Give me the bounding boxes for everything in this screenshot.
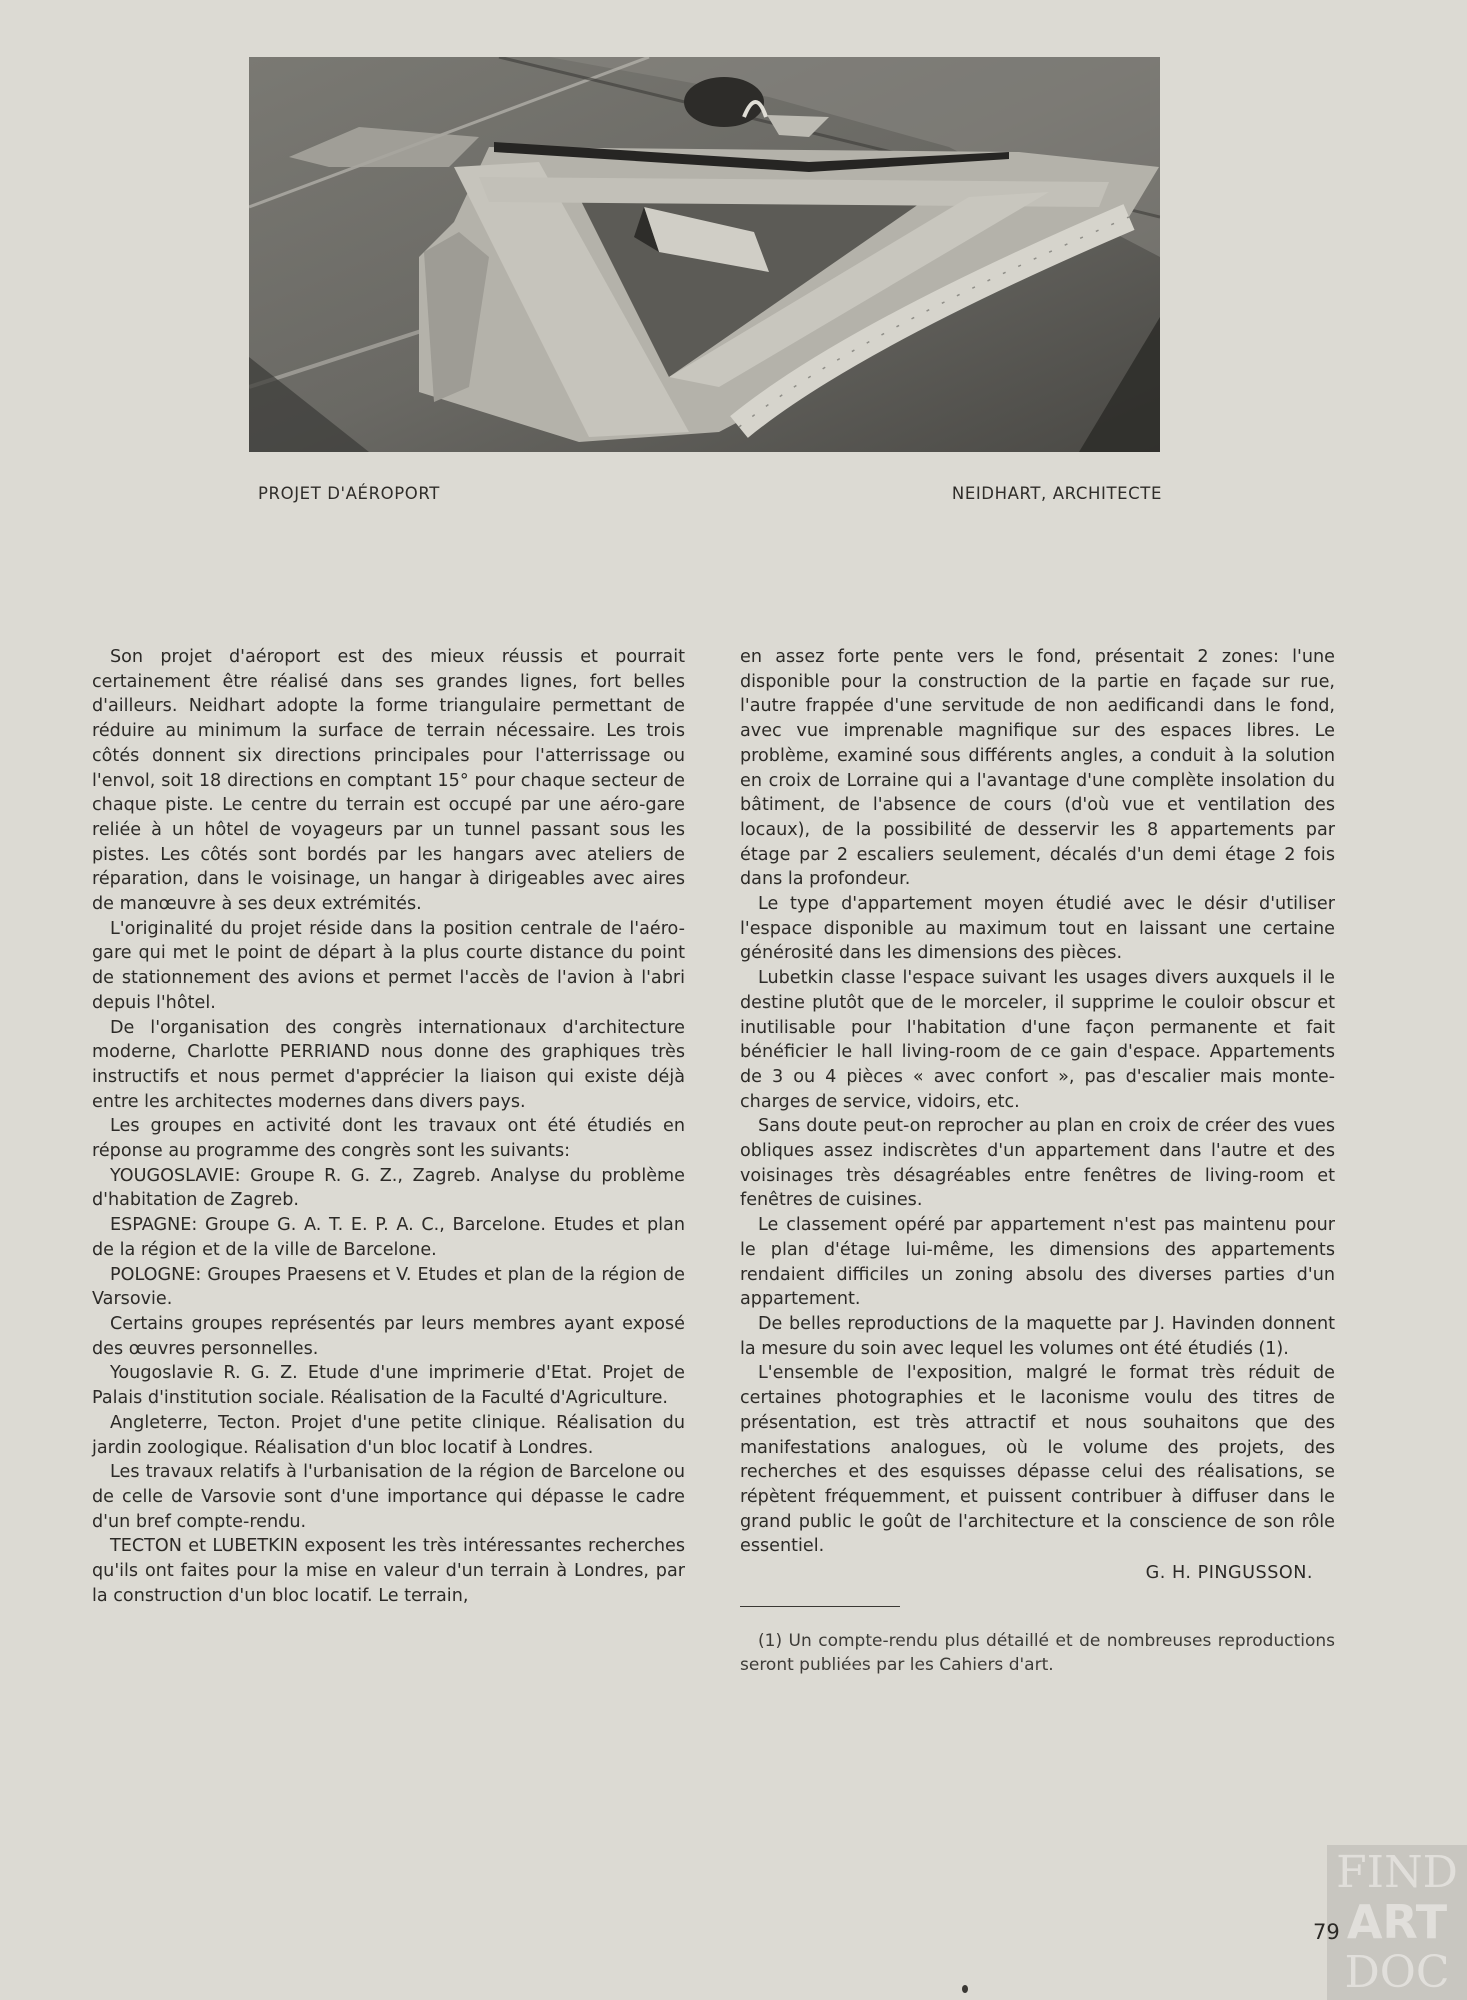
paragraph: Yougoslavie R. G. Z. Etude d'une imprimerie d'Etat. Projet de Palais d'institution sociale. Réalisation de la Faculté d'Agriculture.: [92, 1363, 685, 1409]
paragraph: Le classement opéré par appartement n'est pas maintenu pour le plan d'étage lui-même, les dimensions des appartements rendaient difficiles un zoning absolu des diverses parties d'un appartement.: [740, 1215, 1335, 1310]
watermark-line-3: DOC: [1344, 1947, 1450, 1998]
figure-caption-title: PROJET D'AÉROPORT: [258, 484, 440, 503]
paragraph: De l'organisation des congrès internationaux d'architecture moderne, Charlotte PERRIAND nous donne des graphiques très instructifs et nous permet d'apprécier la liaison qui existe déjà entre les architectes modernes dans divers pays.: [92, 1017, 685, 1112]
article-column-right: [740, 645, 1335, 1677]
print-speck: [962, 1985, 968, 1993]
figure-caption-credit: NEIDHART, ARCHITECTE: [951, 484, 1162, 503]
footnote-text: (1) Un compte-rendu plus détaillé et de nombreuses reproductions seront publiées par les Cahiers d'art.: [740, 1630, 1335, 1675]
paragraph: Certains groupes représentés par leurs membres ayant exposé des œuvres personnelles.: [92, 1313, 685, 1359]
paragraph: POLOGNE: Groupes Praesens et V. Etudes et plan de la région de Varsovie.: [92, 1264, 685, 1310]
paragraph: Le type d'appartement moyen étudié avec le désir d'utiliser l'espace disponible au maximum tout en laissant une certaine générosité dans les dimensions des pièces.: [740, 894, 1335, 964]
paragraph: L'ensemble de l'exposition, malgré le format très réduit de certaines photographies et le laconisme voulu des titres de présentation, est très attractif et nous souhaitons que des manifestations analogues, où le volume des projets, des recherches et des esquisses dépasse celui des réalisations, se répètent fréquemment, et puissent contribuer à diffuser dans le grand public le goût de l'architecture et la conscience de son rôle essentiel.: [740, 1363, 1335, 1557]
watermark-logo: [1327, 1845, 1467, 2000]
paragraph: YOUGOSLAVIE: Groupe R. G. Z., Zagreb. Analyse du problème d'habitation de Zagreb.: [92, 1165, 685, 1211]
paragraph: Angleterre, Tecton. Projet d'une petite clinique. Réalisation du jardin zoologique. Réalisation d'un bloc locatif à Londres.: [92, 1412, 685, 1458]
article-column-left: [92, 645, 685, 1608]
paragraph: Son projet d'aéroport est des mieux réussis et pourrait certainement être réalisé dans ses grandes lignes, fort belles d'ailleurs. Neidhart adopte la forme triangulaire permettant de réduire au minimum la surface de terrain nécessaire. Les trois côtés donnent six directions principales pour l'atterrissage ou l'envol, soit 18 directions en comptant 15° pour chaque secteur de chaque piste. Le centre du terrain est occupé par une aéro-gare reliée à un hôtel de voyageurs par un tunnel passant sous les pistes. Les côtés sont bordés par les hangars avec ateliers de réparation, dans le voisinage, un hangar à dirigeables avec aires de manœuvre à ses deux extrémités.: [92, 647, 685, 915]
paragraph: Sans doute peut-on reprocher au plan en croix de créer des vues obliques assez indiscrètes d'un appartement dans l'autre et des voisinages très désagréables entre fenêtres de living-room et fenêtres de cuisines.: [740, 1116, 1335, 1211]
paragraph: Lubetkin classe l'espace suivant les usages divers auxquels il le destine plutôt que de le morceler, il supprime le couloir obscur et inutilisable pour l'habitation d'une façon permanente et fait bénéficier le hall living-room de ce gain d'espace. Appartements de 3 ou 4 pièces « avec confort », pas d'escalier mais monte-charges de service, vidoirs, etc.: [740, 968, 1335, 1112]
footnote-divider: [740, 1606, 900, 1607]
author-signature: G. H. PINGUSSON.: [1145, 1563, 1313, 1584]
airport-model-illustration: [249, 57, 1160, 452]
watermark-line-1: FIND: [1336, 1847, 1458, 1898]
paragraph: TECTON et LUBETKIN exposent les très intéressantes recherches qu'ils ont faites pour la mise en valeur d'un terrain à Londres, par la construction d'un bloc locatif. Le terrain,: [92, 1536, 685, 1606]
footnote: [740, 1629, 1335, 1677]
paragraph-continuation: en assez forte pente vers le fond, présentait 2 zones: l'une disponible pour la construction de la partie en façade sur rue, l'autre frappée d'une servitude de non aedificandi dans le fond, avec vue imprenable magnifique sur des espaces libres. Le problème, examiné sous différents angles, a conduit à la solution en croix de Lorraine qui a l'avantage d'une complète insolation du bâtiment, de l'absence de cours (d'où vue et ventilation des locaux), de la possibilité de desservir les 8 appartements par étage par 2 escaliers seulement, décalés d'un demi étage 2 fois dans la profondeur.: [740, 647, 1335, 890]
paragraph: Les travaux relatifs à l'urbanisation de la région de Barcelone ou de celle de Varsovie sont d'une importance qui dépasse le cadre d'un bref compte-rendu.: [92, 1462, 685, 1532]
paragraph: ESPAGNE: Groupe G. A. T. E. P. A. C., Barcelone. Etudes et plan de la région et de la ville de Barcelone.: [92, 1215, 685, 1260]
paragraph: L'originalité du projet réside dans la position centrale de l'aéro-gare qui met le point de départ à la plus courte distance du point de stationnement des avions et permet l'accès de l'avion à l'abri depuis l'hôtel.: [92, 918, 685, 1013]
paragraph: De belles reproductions de la maquette par J. Havinden donnent la mesure du soin avec lequel les volumes ont été étudiés (1).: [740, 1313, 1335, 1359]
airport-model-photo: [249, 57, 1160, 452]
watermark-line-2: ART: [1346, 1895, 1448, 1949]
paragraph: Les groupes en activité dont les travaux ont été étudiés en réponse au programme des congrès sont les suivants:: [92, 1116, 685, 1162]
page-number: 79: [1313, 1920, 1340, 1944]
